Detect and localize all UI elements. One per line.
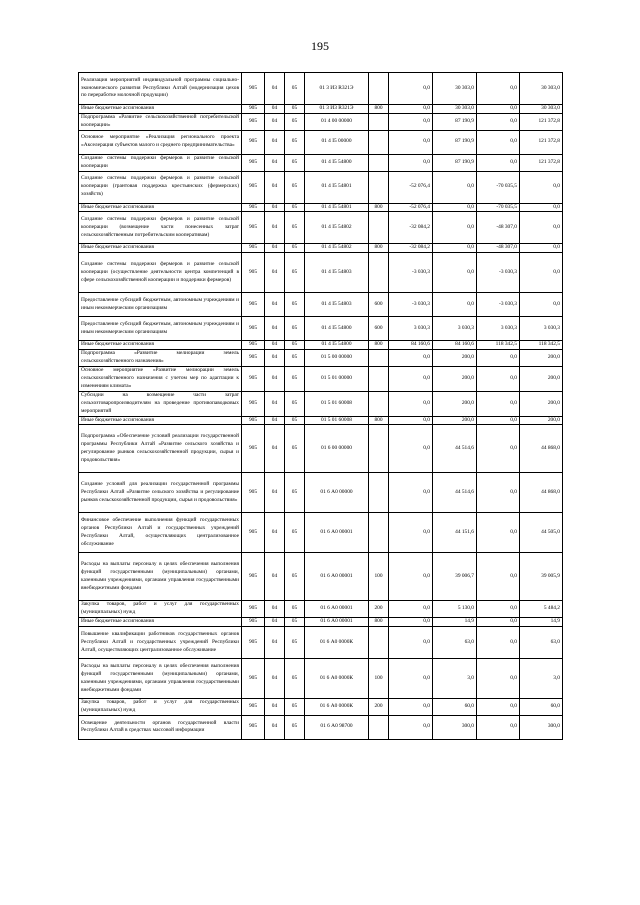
amount-3: 0,0 bbox=[477, 513, 520, 553]
amount-2: 87 190,9 bbox=[433, 154, 477, 171]
expense-type-code: 800 bbox=[369, 416, 389, 425]
table-row bbox=[79, 253, 563, 293]
target-code: 01 4 00 00000 bbox=[305, 113, 369, 130]
amount-1: 0,0 bbox=[389, 416, 433, 425]
table-row bbox=[79, 154, 563, 171]
target-code: 01 5 01 60008 bbox=[305, 391, 369, 416]
row-name: Подпрограмма «Развитие мелиорации земель сельскохозяйственного назначения» bbox=[79, 350, 242, 367]
row-name: Создание условий для реализации государственной программы Республики Алтай «Развитие сельского хозяйства и регулирование рынков сельскохозяйственной продукции, сырья и продовольствия» bbox=[79, 473, 242, 513]
target-code: 01 6 А0 0000К bbox=[305, 627, 369, 659]
row-name: Подпрограмма «Развитие сельскохозяйственной потребительской кооперации» bbox=[79, 113, 242, 130]
amount-1: 0,0 bbox=[389, 513, 433, 553]
table-row bbox=[79, 203, 563, 212]
section-code: 04 bbox=[265, 203, 285, 212]
amount-1: 0,0 bbox=[389, 350, 433, 367]
subsection-code: 05 bbox=[285, 212, 305, 244]
amount-4: 0,0 bbox=[520, 293, 563, 317]
expense-type-code bbox=[369, 367, 389, 392]
target-code: 01 4 I5 54803 bbox=[305, 253, 369, 293]
subsection-code: 05 bbox=[285, 367, 305, 392]
amount-3: 0,0 bbox=[477, 699, 520, 716]
amount-2: 39 006,7 bbox=[433, 553, 477, 601]
amount-4: 200,0 bbox=[520, 391, 563, 416]
expense-type-code bbox=[369, 425, 389, 473]
amount-1: 0,0 bbox=[389, 553, 433, 601]
amount-1: 0,0 bbox=[389, 659, 433, 699]
amount-4: 5 484,2 bbox=[520, 601, 563, 618]
target-code: 01 5 01 60008 bbox=[305, 416, 369, 425]
amount-3: -70 035,5 bbox=[477, 203, 520, 212]
amount-4: 44 868,0 bbox=[520, 425, 563, 473]
amount-1: 0,0 bbox=[389, 425, 433, 473]
target-code: 01 6 А0 0000К bbox=[305, 699, 369, 716]
subsection-code: 05 bbox=[285, 699, 305, 716]
amount-3: 0,0 bbox=[477, 367, 520, 392]
amount-4: 0,0 bbox=[520, 244, 563, 253]
target-code: 01 4 I5 54802 bbox=[305, 212, 369, 244]
amount-4: 200,0 bbox=[520, 367, 563, 392]
section-code: 04 bbox=[265, 341, 285, 350]
amount-2: 200,0 bbox=[433, 350, 477, 367]
row-name: Иные бюджетные ассигнования bbox=[79, 244, 242, 253]
row-name: Создание системы поддержки фермеров и развитие сельской кооперации (возмещение части понесенных затрат сельскохозяйственным потребительским кооперативам) bbox=[79, 212, 242, 244]
section-code: 04 bbox=[265, 130, 285, 154]
subsection-code: 05 bbox=[285, 203, 305, 212]
amount-2: 84 160,6 bbox=[433, 341, 477, 350]
subsection-code: 05 bbox=[285, 341, 305, 350]
expense-type-code: 600 bbox=[369, 317, 389, 341]
amount-4: 118 342,5 bbox=[520, 341, 563, 350]
section-code: 04 bbox=[265, 425, 285, 473]
amount-4: 3,0 bbox=[520, 659, 563, 699]
amount-1: -3 030,3 bbox=[389, 293, 433, 317]
amount-1: 84 160,6 bbox=[389, 341, 433, 350]
target-code: 01 4 I5 54803 bbox=[305, 293, 369, 317]
amount-3: 118 342,5 bbox=[477, 341, 520, 350]
amount-4: 0,0 bbox=[520, 171, 563, 203]
amount-4: 0,0 bbox=[520, 253, 563, 293]
amount-2: 44 151,6 bbox=[433, 513, 477, 553]
row-name: Расходы на выплаты персоналу в целях обеспечения выполнения функций государственными (муниципальными) органами, казенными учреждениями, органами управления государственными внебюджетными фондами bbox=[79, 659, 242, 699]
row-name: Основное мероприятие «Реализация регионального проекта «Акселерация субъектов малого и среднего предпринимательства» bbox=[79, 130, 242, 154]
subsection-code: 05 bbox=[285, 113, 305, 130]
admin-code: 905 bbox=[242, 203, 265, 212]
admin-code: 905 bbox=[242, 130, 265, 154]
section-code: 04 bbox=[265, 699, 285, 716]
table-row bbox=[79, 627, 563, 659]
target-code: 01 6 00 00000 bbox=[305, 425, 369, 473]
expense-type-code: 800 bbox=[369, 341, 389, 350]
amount-2: 0,0 bbox=[433, 253, 477, 293]
section-code: 04 bbox=[265, 367, 285, 392]
expense-type-code: 800 bbox=[369, 203, 389, 212]
subsection-code: 05 bbox=[285, 293, 305, 317]
amount-3: 0,0 bbox=[477, 659, 520, 699]
amount-4: 14,9 bbox=[520, 618, 563, 627]
expense-type-code bbox=[369, 715, 389, 739]
amount-2: 14,9 bbox=[433, 618, 477, 627]
table-row bbox=[79, 601, 563, 618]
amount-2: 44 514,6 bbox=[433, 425, 477, 473]
row-name: Закупка товаров, работ и услуг для государственных (муниципальных) нужд bbox=[79, 699, 242, 716]
amount-3: 0,0 bbox=[477, 416, 520, 425]
expense-type-code bbox=[369, 171, 389, 203]
admin-code: 905 bbox=[242, 367, 265, 392]
expense-type-code bbox=[369, 73, 389, 105]
amount-2: 0,0 bbox=[433, 203, 477, 212]
amount-1: -32 084,2 bbox=[389, 212, 433, 244]
expense-type-code: 200 bbox=[369, 601, 389, 618]
subsection-code: 05 bbox=[285, 601, 305, 618]
expense-type-code bbox=[369, 130, 389, 154]
expense-type-code bbox=[369, 473, 389, 513]
amount-3: -48 307,0 bbox=[477, 212, 520, 244]
expense-type-code: 100 bbox=[369, 659, 389, 699]
table-row bbox=[79, 473, 563, 513]
admin-code: 905 bbox=[242, 317, 265, 341]
amount-2: 60,0 bbox=[433, 699, 477, 716]
section-code: 04 bbox=[265, 416, 285, 425]
expense-type-code bbox=[369, 391, 389, 416]
table-row bbox=[79, 513, 563, 553]
expense-type-code bbox=[369, 350, 389, 367]
expense-type-code: 800 bbox=[369, 618, 389, 627]
target-code: 01 3 И3 R321Э bbox=[305, 105, 369, 114]
expense-type-code bbox=[369, 627, 389, 659]
row-name: Освещение деятельности органов государственной власти Республики Алтай в средствах массовой информации bbox=[79, 715, 242, 739]
amount-3: 0,0 bbox=[477, 154, 520, 171]
amount-4: 0,0 bbox=[520, 203, 563, 212]
section-code: 04 bbox=[265, 473, 285, 513]
expense-type-code: 800 bbox=[369, 244, 389, 253]
amount-2: 0,0 bbox=[433, 244, 477, 253]
section-code: 04 bbox=[265, 553, 285, 601]
row-name: Реализация мероприятий индивидуальной программы социально-экономического развития Республики Алтай (модернизация цехов по переработке молочной продукции) bbox=[79, 73, 242, 105]
admin-code: 905 bbox=[242, 244, 265, 253]
amount-4: 300,0 bbox=[520, 715, 563, 739]
amount-1: 0,0 bbox=[389, 391, 433, 416]
admin-code: 905 bbox=[242, 341, 265, 350]
subsection-code: 05 bbox=[285, 130, 305, 154]
subsection-code: 05 bbox=[285, 73, 305, 105]
amount-1: 0,0 bbox=[389, 601, 433, 618]
target-code: 01 6 А0 00001 bbox=[305, 601, 369, 618]
amount-2: 3 030,3 bbox=[433, 317, 477, 341]
amount-4: 39 005,9 bbox=[520, 553, 563, 601]
admin-code: 905 bbox=[242, 171, 265, 203]
table-row bbox=[79, 659, 563, 699]
admin-code: 905 bbox=[242, 659, 265, 699]
table-row bbox=[79, 699, 563, 716]
table-row bbox=[79, 212, 563, 244]
table-row bbox=[79, 391, 563, 416]
target-code: 01 6 А0 00001 bbox=[305, 618, 369, 627]
amount-4: 60,0 bbox=[520, 699, 563, 716]
amount-1: 0,0 bbox=[389, 113, 433, 130]
amount-3: 0,0 bbox=[477, 350, 520, 367]
amount-4: 200,0 bbox=[520, 416, 563, 425]
amount-3: 0,0 bbox=[477, 473, 520, 513]
section-code: 04 bbox=[265, 513, 285, 553]
subsection-code: 05 bbox=[285, 618, 305, 627]
amount-2: 30 303,0 bbox=[433, 73, 477, 105]
page-number: 195 bbox=[311, 39, 329, 53]
amount-2: 63,0 bbox=[433, 627, 477, 659]
subsection-code: 05 bbox=[285, 244, 305, 253]
row-name: Повышение квалификации работников государственных органов Республики Алтай и государственных учреждений Республики Алтай, осуществляющих централизованное обслуживание bbox=[79, 627, 242, 659]
amount-3: 0,0 bbox=[477, 130, 520, 154]
row-name: Создание системы поддержки фермеров и развитие сельской кооперации (осуществление деятельности центра компетенций в сфере сельскохозяйственной кооперации и поддержки фермеров) bbox=[79, 253, 242, 293]
admin-code: 905 bbox=[242, 513, 265, 553]
target-code: 01 6 А0 00001 bbox=[305, 553, 369, 601]
admin-code: 905 bbox=[242, 350, 265, 367]
table-row bbox=[79, 341, 563, 350]
table-row bbox=[79, 425, 563, 473]
target-code: 01 4 I5 54800 bbox=[305, 154, 369, 171]
amount-3: 3 030,3 bbox=[477, 317, 520, 341]
table-row bbox=[79, 317, 563, 341]
amount-1: 0,0 bbox=[389, 618, 433, 627]
amount-2: 200,0 bbox=[433, 391, 477, 416]
section-code: 04 bbox=[265, 171, 285, 203]
amount-1: -52 076,4 bbox=[389, 171, 433, 203]
amount-1: 0,0 bbox=[389, 105, 433, 114]
subsection-code: 05 bbox=[285, 391, 305, 416]
amount-1: 0,0 bbox=[389, 473, 433, 513]
admin-code: 905 bbox=[242, 601, 265, 618]
section-code: 04 bbox=[265, 293, 285, 317]
section-code: 04 bbox=[265, 391, 285, 416]
amount-2: 200,0 bbox=[433, 367, 477, 392]
expense-type-code bbox=[369, 212, 389, 244]
table-row bbox=[79, 618, 563, 627]
row-name: Предоставление субсидий бюджетным, автономным учреждениям и иным некоммерческим организациям bbox=[79, 317, 242, 341]
amount-2: 87 190,9 bbox=[433, 130, 477, 154]
amount-4: 44 868,0 bbox=[520, 473, 563, 513]
table-row bbox=[79, 367, 563, 392]
amount-1: 0,0 bbox=[389, 699, 433, 716]
amount-2: 300,0 bbox=[433, 715, 477, 739]
amount-2: 87 190,9 bbox=[433, 113, 477, 130]
amount-3: 0,0 bbox=[477, 113, 520, 130]
amount-1: -32 084,2 bbox=[389, 244, 433, 253]
table-row bbox=[79, 715, 563, 739]
expense-type-code bbox=[369, 513, 389, 553]
subsection-code: 05 bbox=[285, 627, 305, 659]
amount-1: 0,0 bbox=[389, 367, 433, 392]
section-code: 04 bbox=[265, 715, 285, 739]
amount-3: 0,0 bbox=[477, 715, 520, 739]
subsection-code: 05 bbox=[285, 473, 305, 513]
expense-type-code: 600 bbox=[369, 293, 389, 317]
target-code: 01 4 I5 54802 bbox=[305, 244, 369, 253]
amount-4: 121 372,8 bbox=[520, 130, 563, 154]
amount-3: -48 307,0 bbox=[477, 244, 520, 253]
amount-3: 0,0 bbox=[477, 553, 520, 601]
amount-2: 0,0 bbox=[433, 212, 477, 244]
admin-code: 905 bbox=[242, 618, 265, 627]
section-code: 04 bbox=[265, 317, 285, 341]
amount-3: 0,0 bbox=[477, 627, 520, 659]
amount-1: 0,0 bbox=[389, 627, 433, 659]
target-code: 01 4 I5 54800 bbox=[305, 317, 369, 341]
section-code: 04 bbox=[265, 73, 285, 105]
table-row bbox=[79, 105, 563, 114]
subsection-code: 05 bbox=[285, 317, 305, 341]
subsection-code: 05 bbox=[285, 253, 305, 293]
amount-2: 30 303,0 bbox=[433, 105, 477, 114]
admin-code: 905 bbox=[242, 699, 265, 716]
row-name: Основное мероприятие «Развитие мелиорации земель сельскохозяйственного назначения с учетом мер по адаптации к изменениям климата» bbox=[79, 367, 242, 392]
amount-3: 0,0 bbox=[477, 601, 520, 618]
target-code: 01 5 00 00000 bbox=[305, 350, 369, 367]
expense-type-code bbox=[369, 113, 389, 130]
target-code: 01 4 I5 54801 bbox=[305, 203, 369, 212]
amount-4: 0,0 bbox=[520, 212, 563, 244]
table-row bbox=[79, 130, 563, 154]
subsection-code: 05 bbox=[285, 105, 305, 114]
amount-2: 0,0 bbox=[433, 293, 477, 317]
admin-code: 905 bbox=[242, 253, 265, 293]
table-row bbox=[79, 244, 563, 253]
section-code: 04 bbox=[265, 659, 285, 699]
amount-4: 3 030,3 bbox=[520, 317, 563, 341]
expense-type-code: 100 bbox=[369, 553, 389, 601]
subsection-code: 05 bbox=[285, 513, 305, 553]
amount-3: 0,0 bbox=[477, 425, 520, 473]
amount-3: 0,0 bbox=[477, 391, 520, 416]
target-code: 01 4 I5 54800 bbox=[305, 341, 369, 350]
section-code: 04 bbox=[265, 350, 285, 367]
amount-1: 3 030,3 bbox=[389, 317, 433, 341]
amount-1: -52 076,4 bbox=[389, 203, 433, 212]
expense-type-code bbox=[369, 154, 389, 171]
section-code: 04 bbox=[265, 627, 285, 659]
amount-3: 0,0 bbox=[477, 73, 520, 105]
table-row bbox=[79, 350, 563, 367]
row-name: Иные бюджетные ассигнования bbox=[79, 341, 242, 350]
target-code: 01 6 А0 0000К bbox=[305, 659, 369, 699]
target-code: 01 4 I5 00000 bbox=[305, 130, 369, 154]
section-code: 04 bbox=[265, 601, 285, 618]
target-code: 01 6 А0 98700 bbox=[305, 715, 369, 739]
amount-1: 0,0 bbox=[389, 154, 433, 171]
admin-code: 905 bbox=[242, 425, 265, 473]
subsection-code: 05 bbox=[285, 416, 305, 425]
admin-code: 905 bbox=[242, 473, 265, 513]
amount-4: 30 303,0 bbox=[520, 105, 563, 114]
amount-4: 121 372,8 bbox=[520, 154, 563, 171]
row-name: Иные бюджетные ассигнования bbox=[79, 416, 242, 425]
subsection-code: 05 bbox=[285, 154, 305, 171]
row-name: Иные бюджетные ассигнования bbox=[79, 203, 242, 212]
admin-code: 905 bbox=[242, 416, 265, 425]
table-row bbox=[79, 73, 563, 105]
amount-4: 63,0 bbox=[520, 627, 563, 659]
admin-code: 905 bbox=[242, 212, 265, 244]
amount-3: -3 030,3 bbox=[477, 253, 520, 293]
section-code: 04 bbox=[265, 105, 285, 114]
row-name: Подпрограмма «Обеспечение условий реализации государственной программы Республики Алтай «Развитие сельского хозяйства и регулирование рынков сельскохозяйственной продукции, сырья и продовольствия» bbox=[79, 425, 242, 473]
admin-code: 905 bbox=[242, 293, 265, 317]
admin-code: 905 bbox=[242, 105, 265, 114]
row-name: Расходы на выплаты персоналу в целях обеспечения выполнения функций государственными (муниципальными) органами, казенными учреждениями, органами управления государственными внебюджетными фондами bbox=[79, 553, 242, 601]
target-code: 01 4 I5 54801 bbox=[305, 171, 369, 203]
table-row bbox=[79, 293, 563, 317]
amount-2: 5 130,0 bbox=[433, 601, 477, 618]
row-name: Создание системы поддержки фермеров и развитие сельской кооперации (грантовая поддержка крестьянских (фермерских) хозяйств) bbox=[79, 171, 242, 203]
amount-2: 0,0 bbox=[433, 171, 477, 203]
amount-3: 0,0 bbox=[477, 618, 520, 627]
table-row bbox=[79, 113, 563, 130]
admin-code: 905 bbox=[242, 154, 265, 171]
amount-2: 44 514,6 bbox=[433, 473, 477, 513]
amount-4: 30 303,0 bbox=[520, 73, 563, 105]
amount-1: -3 030,3 bbox=[389, 253, 433, 293]
admin-code: 905 bbox=[242, 113, 265, 130]
admin-code: 905 bbox=[242, 627, 265, 659]
amount-1: 0,0 bbox=[389, 73, 433, 105]
amount-3: -70 035,5 bbox=[477, 171, 520, 203]
amount-4: 121 372,8 bbox=[520, 113, 563, 130]
subsection-code: 05 bbox=[285, 659, 305, 699]
target-code: 01 6 А0 00000 bbox=[305, 473, 369, 513]
table-row bbox=[79, 416, 563, 425]
section-code: 04 bbox=[265, 618, 285, 627]
admin-code: 905 bbox=[242, 391, 265, 416]
budget-table bbox=[78, 72, 563, 740]
amount-1: 0,0 bbox=[389, 130, 433, 154]
row-name: Иные бюджетные ассигнования bbox=[79, 618, 242, 627]
row-name: Финансовое обеспечение выполнения функций государственных органов Республики Алтай и государственных учреждений Республики Алтай, осуществляющих централизованное обслуживание bbox=[79, 513, 242, 553]
subsection-code: 05 bbox=[285, 553, 305, 601]
row-name: Иные бюджетные ассигнования bbox=[79, 105, 242, 114]
amount-3: -3 030,3 bbox=[477, 293, 520, 317]
section-code: 04 bbox=[265, 253, 285, 293]
amount-4: 44 505,0 bbox=[520, 513, 563, 553]
section-code: 04 bbox=[265, 154, 285, 171]
amount-2: 3,0 bbox=[433, 659, 477, 699]
subsection-code: 05 bbox=[285, 715, 305, 739]
row-name: Субсидии на возмещение части затрат сельхозтоваропроизводителям на проведение противопаводковых мероприятий bbox=[79, 391, 242, 416]
table-row bbox=[79, 171, 563, 203]
row-name: Закупка товаров, работ и услуг для государственных (муниципальных) нужд bbox=[79, 601, 242, 618]
expense-type-code: 200 bbox=[369, 699, 389, 716]
admin-code: 905 bbox=[242, 553, 265, 601]
subsection-code: 05 bbox=[285, 171, 305, 203]
amount-3: 0,0 bbox=[477, 105, 520, 114]
target-code: 01 3 И3 R321Э bbox=[305, 73, 369, 105]
amount-4: 200,0 bbox=[520, 350, 563, 367]
expense-type-code bbox=[369, 253, 389, 293]
section-code: 04 bbox=[265, 244, 285, 253]
section-code: 04 bbox=[265, 113, 285, 130]
amount-2: 200,0 bbox=[433, 416, 477, 425]
subsection-code: 05 bbox=[285, 425, 305, 473]
row-name: Предоставление субсидий бюджетным, автономным учреждениям и иным некоммерческим организациям bbox=[79, 293, 242, 317]
subsection-code: 05 bbox=[285, 350, 305, 367]
row-name: Создание системы поддержки фермеров и развитие сельской кооперации bbox=[79, 154, 242, 171]
amount-1: 0,0 bbox=[389, 715, 433, 739]
admin-code: 905 bbox=[242, 73, 265, 105]
target-code: 01 5 01 00000 bbox=[305, 367, 369, 392]
section-code: 04 bbox=[265, 212, 285, 244]
admin-code: 905 bbox=[242, 715, 265, 739]
table-row bbox=[79, 553, 563, 601]
target-code: 01 6 А0 00001 bbox=[305, 513, 369, 553]
expense-type-code: 800 bbox=[369, 105, 389, 114]
